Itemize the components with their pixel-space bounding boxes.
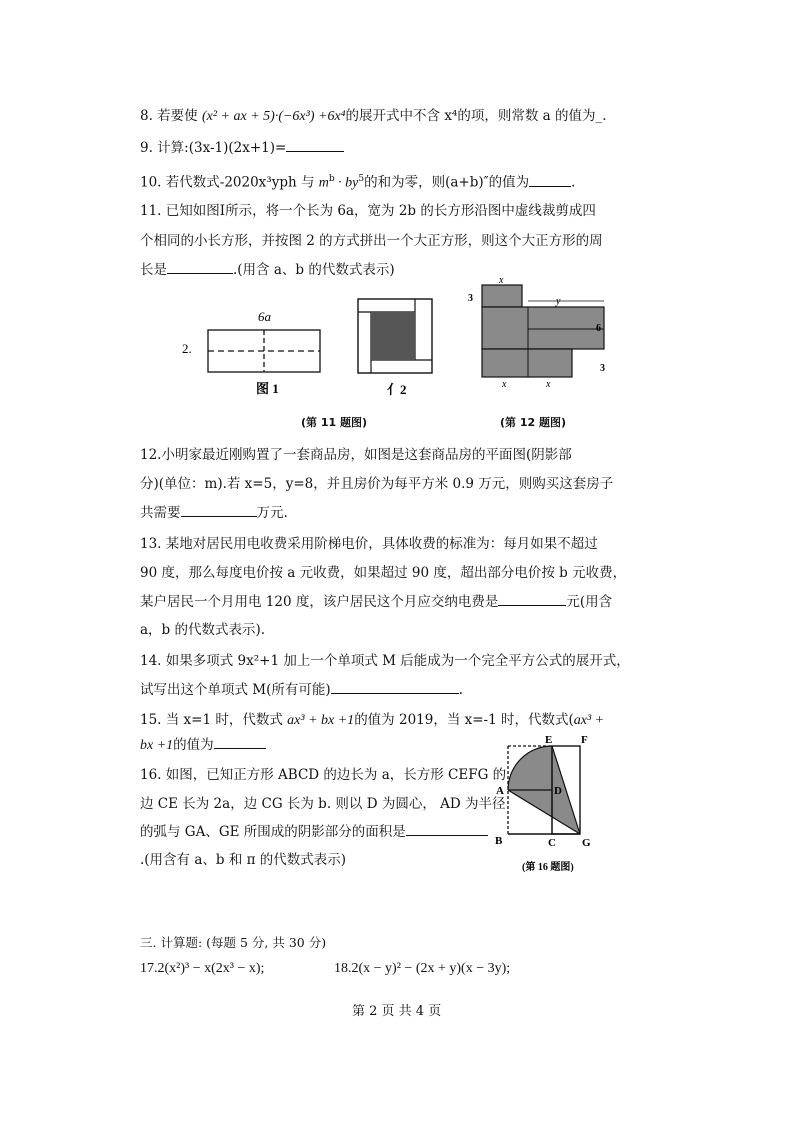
fig12-x-top: x (499, 275, 504, 286)
q12-line3a: 共需要 (140, 505, 181, 521)
q10-sup1: b (328, 174, 335, 184)
q15-line1m: ax³ + bx +1 (287, 713, 355, 728)
fig2-shaded-center (371, 312, 415, 360)
q13-line4: a，b 的代数式表示). (140, 622, 266, 638)
fig12-x-bottom1: x (502, 379, 507, 390)
fig12-caption: (第 12 题图) (500, 416, 567, 429)
fig12-three-bottom: 3 (600, 363, 605, 374)
q9-text: 9. 计算:(3x-1)(2x+1)= (140, 140, 287, 156)
q15-line1a: 15. 当 x=1 时，代数式 (140, 712, 288, 728)
q11-line3a: 长是 (140, 262, 167, 278)
fig16-label-B: B (495, 835, 503, 847)
fig16-label-D: D (554, 785, 562, 797)
q12-line1: 12.小明家最近刚购置了一套商品房，如图是这套商品房的平面图(阴影部 (140, 447, 572, 463)
q15-line1m2: ax³ + (573, 713, 605, 728)
q14-blank (331, 681, 459, 694)
q11-line3b: .(用含 a、b 的代数式表示) (233, 262, 395, 278)
question-17: 17.2(x²)³ − x(2x³ − x); (140, 961, 265, 976)
q15-line2b: 的值为 (173, 737, 214, 753)
q16-line2: 边 CE 长为 2a，边 CG 长为 b. 则以 D 为圆心， AD 为半径 (140, 796, 506, 812)
q15-blank (214, 736, 266, 749)
figure-12 (462, 275, 612, 390)
fig12-x-bottom2: x (546, 379, 551, 390)
q13-line3b: 元(用含 (566, 594, 613, 610)
q16-line1: 16. 如图，已知正方形 ABCD 的边长为 a，长方形 CEFG 的 (140, 767, 507, 783)
fig11-caption: (第 11 题图) (301, 416, 368, 429)
q14-line2-text: 试写出这个单项式 M(所有可能) (140, 682, 331, 698)
q12-line3b: 万元. (256, 505, 288, 521)
q13-blank (498, 593, 566, 606)
question-9 (140, 139, 344, 157)
q11-blank (167, 261, 233, 274)
fig1-caption: 图 1 (256, 381, 279, 396)
fig1-top-label: 6a (258, 309, 271, 324)
q10-mid: · by (334, 175, 359, 191)
q8-math: (x² + ax + 5)·(−6x³) +6x⁴ (201, 109, 346, 124)
q15-line2 (140, 736, 266, 755)
q13-line3 (140, 593, 612, 611)
q12-line3 (140, 504, 288, 522)
q9-blank (286, 139, 344, 152)
fig2-caption: ⺅2 (387, 382, 407, 397)
fig16-label-E: E (545, 734, 553, 746)
fig16-caption: (第 16 题图) (522, 862, 574, 873)
figure-2 (355, 296, 440, 401)
q10-suffix: 的和为零，则(a+b)″的值为 (364, 174, 530, 191)
fig16-label-A: A (496, 785, 504, 797)
question-18: 18.2(x − y)² − (2x + y)(x − 3y); (334, 961, 511, 976)
q10-sup2: 5 (358, 174, 365, 184)
q16-line3-text: 的弧与 GA、GE 所围成的阴影部分的面积是 (140, 824, 406, 840)
question-10: 10. 若代数式-2020x³yph 与 $m^b \cdot by^5$的和为零，则(a+b)″的值为 . (140, 174, 576, 191)
figure-16 (492, 730, 607, 880)
fig12-three-top: 3 (468, 293, 473, 304)
q15-line1b: 的值为 2019，当 x=-1 时，代数式( (354, 712, 574, 728)
q10-prefix: 10. 若代数式-2020x³yph 与 (140, 174, 319, 191)
q10-blank (529, 174, 571, 187)
q8-prefix: 8. 若要使 (140, 108, 202, 124)
question-8 (140, 107, 607, 126)
fig12-y-label: y (556, 296, 561, 307)
q15-line2m: bx +1 (140, 738, 174, 753)
q11-line3 (140, 261, 395, 279)
q12-line2: 分)(单位：m).若 x=5，y=8，并且房价为每平方米 0.9 万元，则购买这套房子 (140, 476, 614, 492)
q12-blank (181, 504, 257, 517)
q11-line1: 11. 已知如图Ⅰ所示，将一个长为 6a，宽为 2b 的长方形沿图中虚线裁剪成四 (140, 203, 596, 219)
fig16-label-G: G (582, 837, 591, 849)
figure-1 (180, 305, 330, 400)
section-3-title: 三. 计算题: (每题 5 分, 共 30 分) (140, 935, 327, 950)
q13-line3a: 某户居民一个月用电 120 度，该户居民这个月应交纳电费是 (140, 594, 499, 610)
q8-suffix: 的展开式中不含 x⁴的项，则常数 a 的值为_. (345, 108, 607, 124)
q14-line2: 试写出这个单项式 M(所有可能) . (140, 682, 463, 698)
fig16-label-F: F (581, 734, 588, 746)
q16-line3 (140, 823, 488, 841)
q11-line2: 个相同的小长方形，并按图 2 的方式拼出一个大正方形，则这个大正方形的周 (140, 233, 603, 249)
fig16-label-C: C (548, 837, 556, 849)
page-footer: 第 2 页 共 4 页 (352, 1004, 442, 1019)
q14-line1: 14. 如果多项式 9x²+1 加上一个单项式 M 后能成为一个完全平方公式的展开式， (140, 653, 630, 669)
fig12-six: 6 (596, 323, 601, 334)
q16-line4: .(用含有 a、b 和 π 的代数式表示) (140, 852, 347, 868)
fig1-side-label: 2. (182, 341, 192, 356)
q13-line1: 13. 某地对居民用电收费采用阶梯电价，具体收费的标准为：每月如果不超过 (140, 536, 598, 552)
q10-math: m (318, 175, 329, 191)
q16-blank (406, 823, 488, 836)
q15-line1 (140, 711, 604, 730)
q13-line2: 90 度，那么每度电价按 a 元收费，如果超过 90 度，超出部分电价按 b 元收费， (140, 565, 627, 581)
